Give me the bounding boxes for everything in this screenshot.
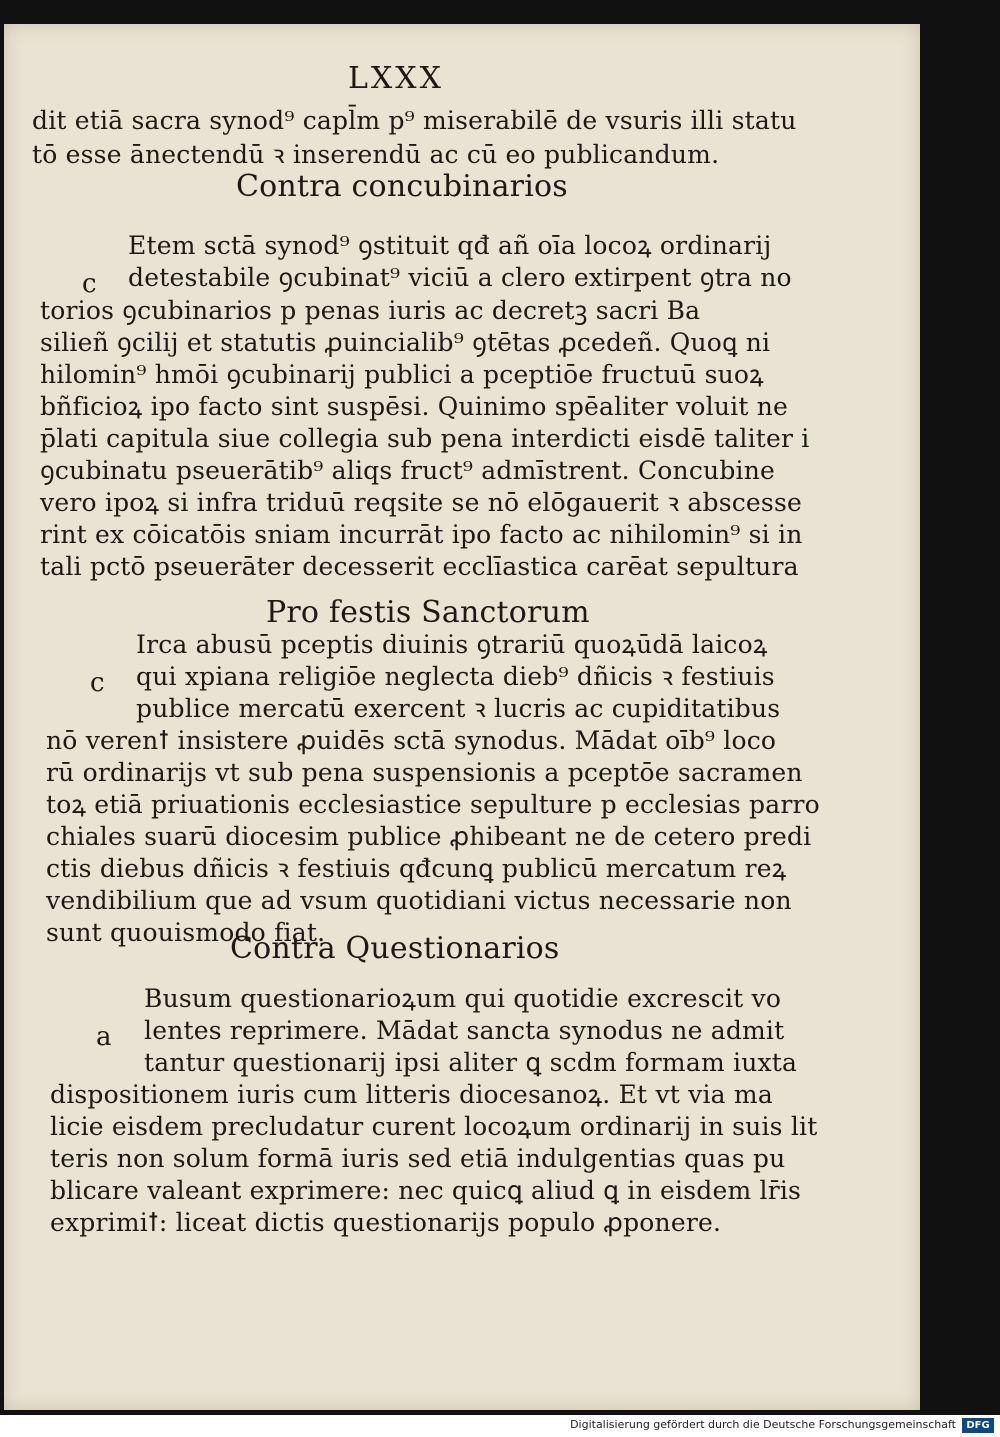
text-line: torios ꝯcubinarios p penas iuris ac decretꝫ sacri Ba — [40, 296, 701, 325]
text-line: bñficioꝝ ipo facto sint suspēsi. Quinimo spēaliter voluit ne — [40, 392, 789, 421]
text-line: publice mercatū exercent ꝛ lucris ac cupiditatibus — [136, 694, 781, 723]
text-line: blicare valeant exprimere: nec quicꝗ aliud ꝗ in eisdem lr̄is — [50, 1176, 802, 1205]
text-line: licie eisdem precludatur curent locoꝝum ordinarij in suis lit — [50, 1112, 818, 1141]
text-line: p̄lati capitula siue collegia sub pena interdicti eisdē taliter i — [40, 424, 810, 453]
text-line: dit etiā sacra synod⁹ capl̄m p⁹ miserabilē de vsuris illi statu — [32, 106, 797, 135]
text-line: toꝝ etiā priuationis ecclesiastice sepulture p ecclesias parro — [46, 790, 820, 819]
text-line: qui xpiana religiōe neglecta dieb⁹ dñicis ꝛ festiuis — [136, 662, 775, 691]
text-line: ꝯcubinatu pseuerātib⁹ aliqs fruct⁹ admīstrent. Concubine — [40, 456, 776, 485]
dfg-logo: DFG — [962, 1418, 994, 1433]
initial-letter-marker: c — [82, 269, 97, 299]
text-line: tō esse ānectendū ꝛ inserendū ac cū eo publicandum. — [32, 140, 720, 169]
text-line: tali pctō pseuerāter decesserit ecclīastica carēat sepultura — [40, 552, 799, 581]
credit-text: Digitalisierung gefördert durch die Deutsche Forschungsgemeinschaft — [570, 1418, 956, 1431]
text-line: vendibilium que ad vsum quotidiani victus necessarie non — [46, 886, 792, 915]
text-line: chiales suarū diocesim publice ꝓhibeant ne de cetero predi — [46, 822, 812, 851]
text-line: lentes reprimere. Mādat sancta synodus ne admit — [144, 1016, 785, 1045]
initial-letter-marker: c — [90, 668, 105, 698]
text-line: dispositionem iuris cum litteris diocesanoꝝ. Et vt via ma — [50, 1080, 773, 1109]
text-line: Irca abusū pceptis diuinis ꝯtrariū quoꝝūdā laicoꝝ — [136, 630, 768, 659]
text-line: rint ex cōicatōis sniam incurrāt ipo facto ac nihilomin⁹ si in — [40, 520, 803, 549]
text-line: detestabile ꝯcubinat⁹ viciū a clero extirpent ꝯtra no — [128, 263, 792, 292]
text-line: silieñ ꝯcilij et statutis ꝓuincialib⁹ ꝯtētas ꝓcedeñ. Quoꝗ ni — [40, 328, 771, 357]
text-line: hilomin⁹ hmōi ꝯcubinarij publici a pceptiōe fructuū suoꝝ — [40, 360, 764, 389]
text-line: Etem sctā synod⁹ ꝯstituit qđ añ oīa locoꝝ ordinarij — [128, 231, 772, 260]
text-line: exprimiꝉ: liceat dictis questionarijs populo ꝓponere. — [50, 1208, 722, 1237]
text-line: rū ordinarijs vt sub pena suspensionis a pceptōe sacramen — [46, 758, 803, 787]
text-line: Busum questionarioꝝum qui quotidie excrescit vo — [144, 984, 782, 1013]
section-heading: Contra concubinarios — [236, 169, 568, 204]
section-heading: Contra Questionarios — [230, 931, 560, 966]
section-heading: Pro festis Sanctorum — [266, 595, 590, 630]
credit-bar — [0, 1415, 1000, 1437]
text-line: teris non solum formā iuris sed etiā indulgentias quas pu — [50, 1144, 786, 1173]
text-line: tantur questionarij ipsi aliter ꝗ scdm formam iuxta — [144, 1048, 798, 1077]
text-line: vero ipoꝝ si infra triduū reqsite se nō elōgauerit ꝛ abscesse — [40, 488, 802, 517]
initial-letter-marker: a — [96, 1022, 112, 1052]
folio-number: LXXX — [348, 61, 444, 96]
text-line: nō verenꝉ insistere ꝓuidēs sctā synodus. Mādat oīb⁹ loco — [46, 726, 777, 755]
book-page — [4, 24, 920, 1410]
text-line: sunt quouismodo fiat. — [46, 918, 326, 947]
text-line: ctis diebus dñicis ꝛ festiuis qđcunꝗ publicū mercatum reꝝ — [46, 854, 787, 883]
